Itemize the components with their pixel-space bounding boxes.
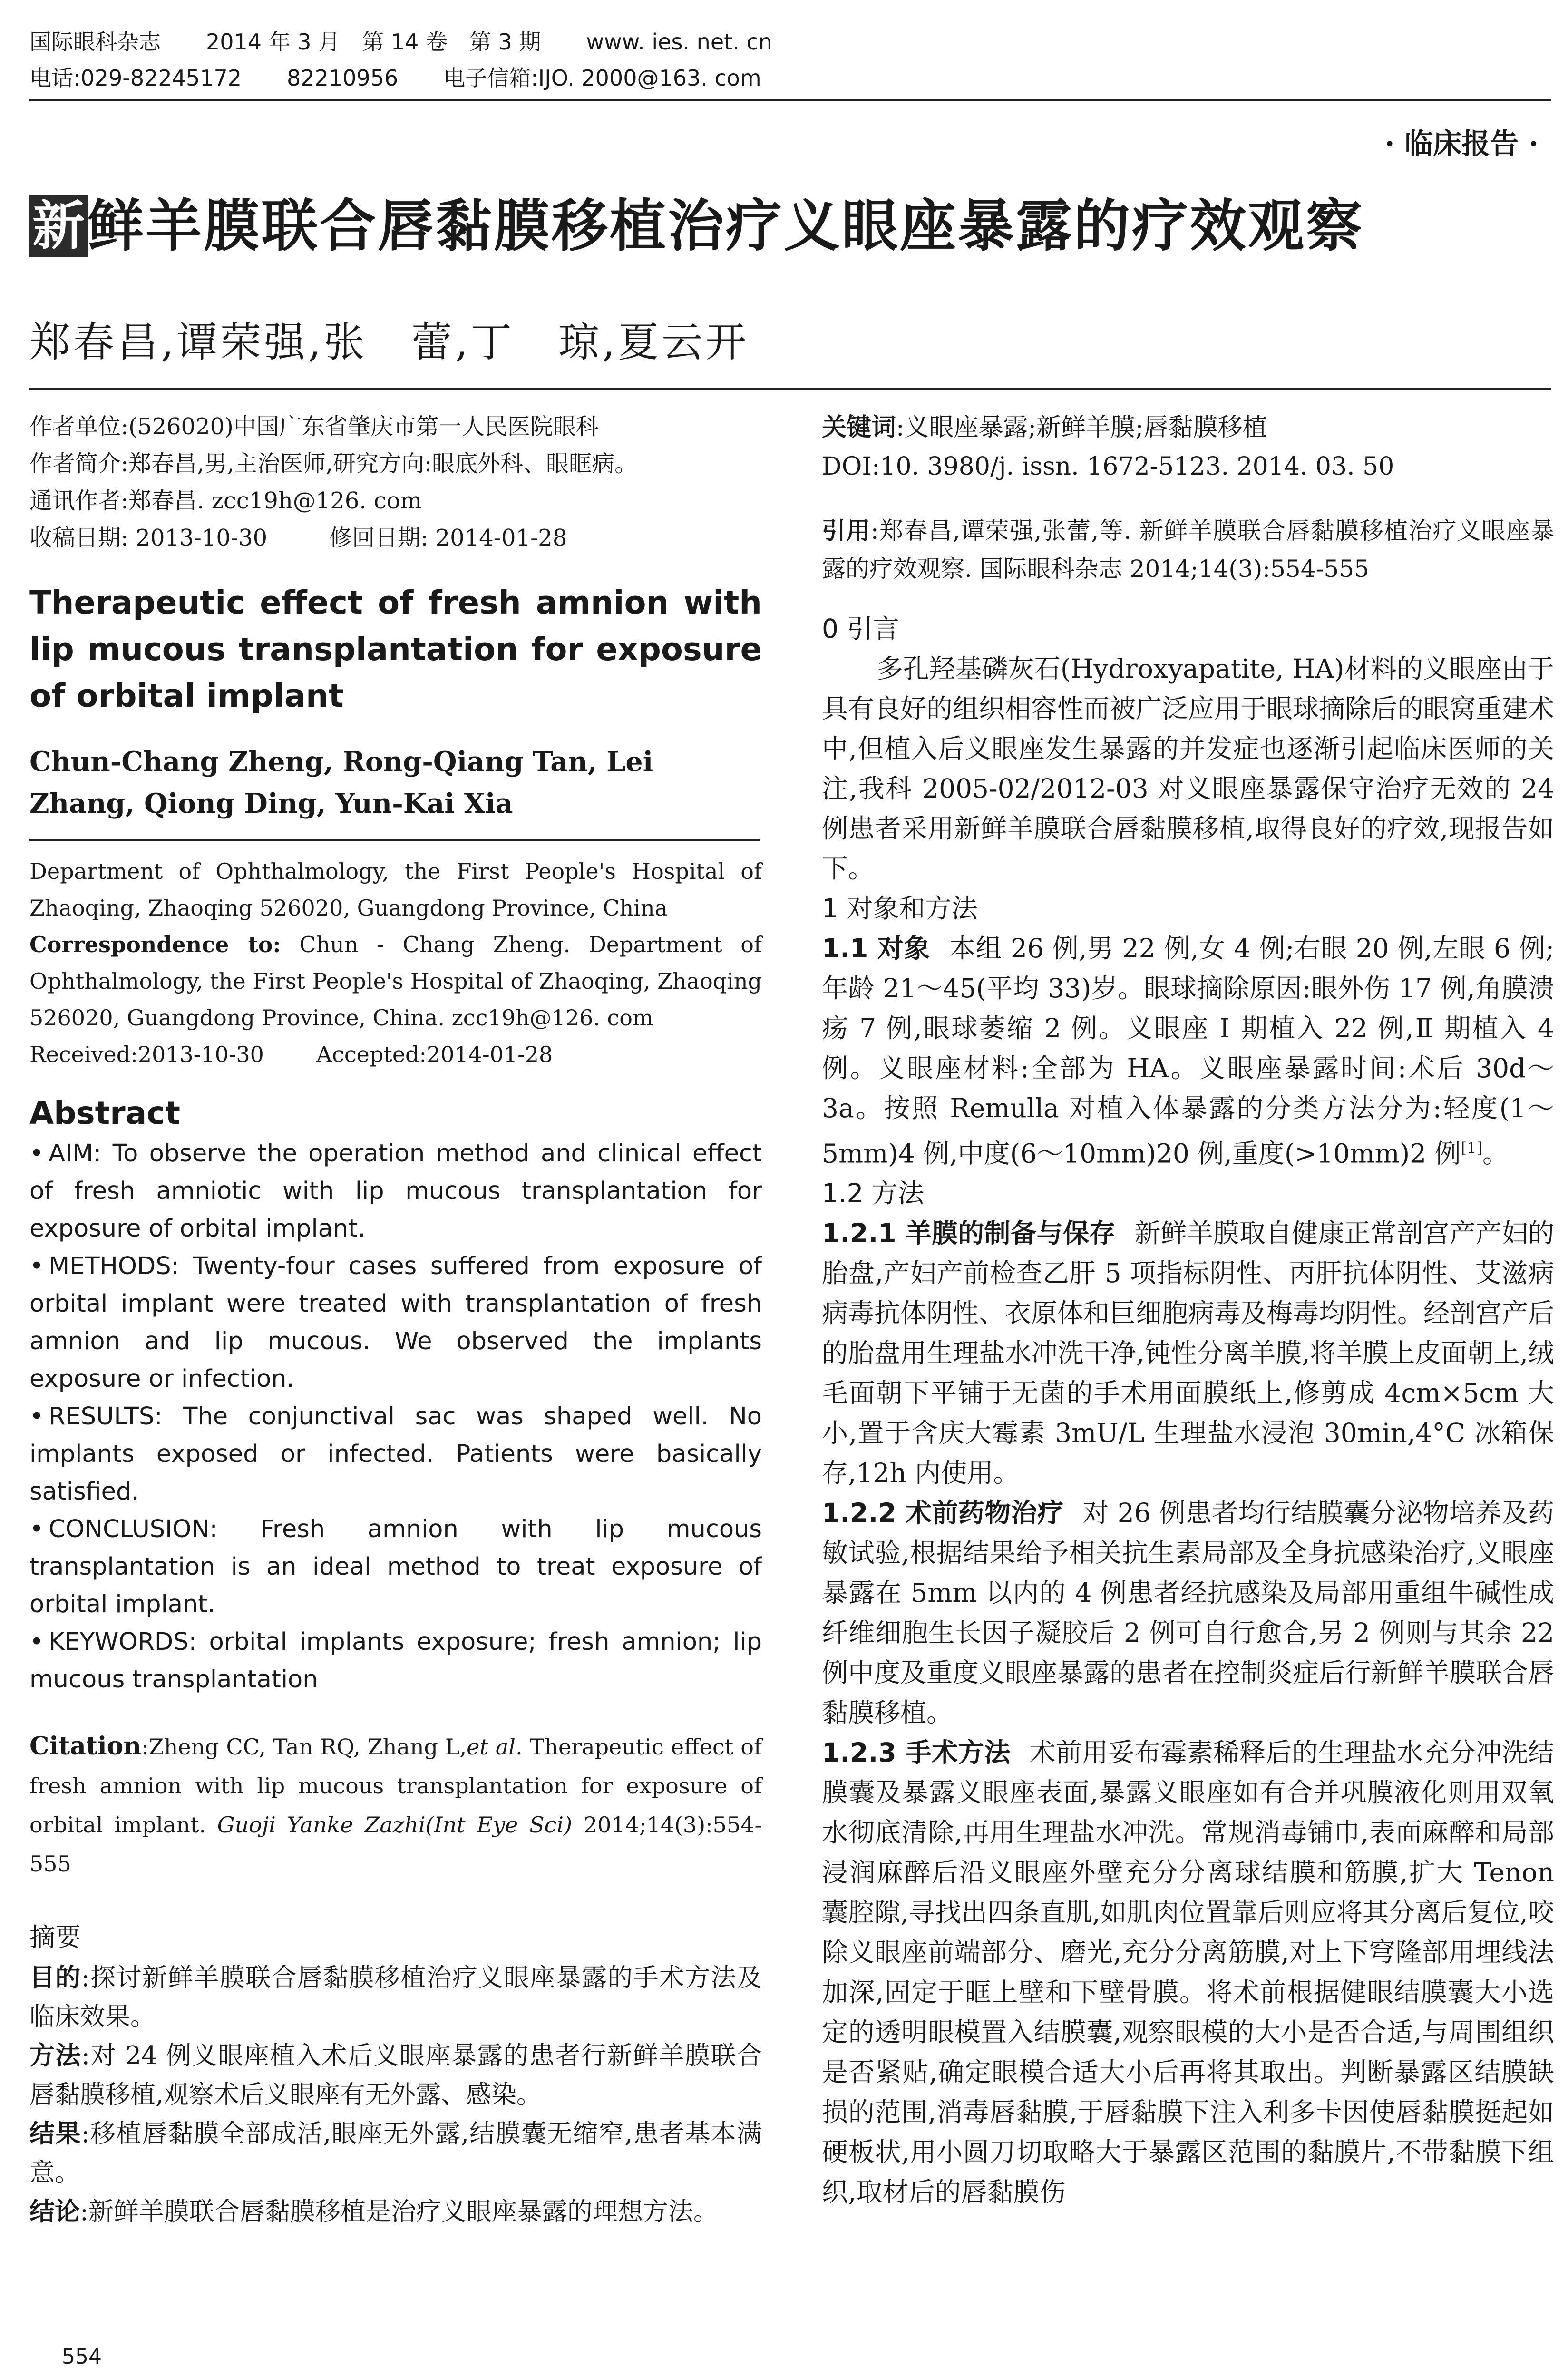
phone-2: 82210956 xyxy=(287,65,399,91)
abstract-keywords: • KEYWORDS: orbital implants exposure; fresh amnion; lip mucous transplantation xyxy=(29,1628,762,1694)
citation-journal: Guoji Yanke Zazhi(Int Eye Sci) xyxy=(217,1812,573,1838)
zh-methods: 方法:对 24 例义眼座植入术后义眼座暴露的患者行新鲜羊膜联合唇黏膜移植,观察术后义眼座有无外露、感染。 xyxy=(29,2041,762,2109)
page-number: 554 xyxy=(62,2345,102,2369)
keywords-zh: 关键词:义眼座暴露;新鲜羊膜;唇黏膜移植 xyxy=(822,413,1267,442)
zh-results: 结果:移植唇黏膜全部成活,眼座无外露,结膜囊无缩窄,患者基本满意。 xyxy=(29,2119,762,2187)
author-bio: 作者简介:郑春昌,男,主治医师,研究方向:眼底外科、眼眶病。 xyxy=(29,450,638,477)
preop-drug-paragraph: 1.2.2 术前药物治疗 对 26 例患者均行结膜囊分泌物培养及药敏试验,根据结果给予相关抗生素局部及全身抗感染治疗,义眼座暴露在 5mm 以内的 4 例患者经抗感染及局部用重组牛碱性成纤维细胞生长因子凝胶后 2 例可自行愈合,另 2 例则与其余 22 例中度及重度义眼座暴露的患者在控制炎症后行新鲜羊膜联合唇黏膜移植。 xyxy=(822,1498,1555,1728)
en-rule xyxy=(29,839,760,841)
author-unit: 作者单位:(526020)中国广东省肇庆市第一人民医院眼科 xyxy=(29,413,599,440)
right-column xyxy=(822,408,1554,2212)
revised-date: 修回日期: 2014-01-28 xyxy=(329,525,567,551)
citation-zh: 引用:郑春昌,谭荣强,张蕾,等. 新鲜羊膜联合唇黏膜移植治疗义眼座暴露的疗效观察. 国际眼科杂志 2014;14(3):554-555 xyxy=(822,517,1555,583)
received-date: 收稿日期: 2013-10-30 xyxy=(29,525,268,551)
methods-heading: 1 对象和方法 xyxy=(822,893,978,924)
intro-paragraph: 多孔羟基磷灰石(Hydroxyapatite, HA)材料的义眼座由于具有良好的组织相容性而被广泛应用于眼球摘除后的眼窝重建术中,但植入后义眼座发生暴露的并发症也逐渐引起临床医师的关注,我科 2005-02/2012-03 对义眼座暴露保守治疗无效的 24 例患者采用新鲜羊膜联合唇黏膜移植,取得良好的疗效,现报告如下。 xyxy=(822,653,1555,884)
author-rule xyxy=(29,388,1551,390)
subjects-paragraph: 1.1 对象 本组 26 例,男 22 例,女 4 例;右眼 20 例,左眼 6 例;年龄 21～45(平均 33)岁。眼球摘除原因:眼外伤 17 例,角膜溃疡 7 例,眼球萎缩 2 例。义眼座 Ⅰ 期植入 22 例,Ⅱ 期植入 4 例。义眼座材料:全部为 HA。义眼座暴露时间:术后 30d～3a。按照 Remulla 对植入体暴露的分类方法分为:轻度(1～5mm)4 例,中度(6～10mm)20 例,重度(>10mm)2 例[1]。 xyxy=(822,933,1554,1169)
issue-info: 2014 年 3 月 第 14 卷 第 3 期 xyxy=(206,29,541,55)
citation-label: Citation xyxy=(29,1732,142,1761)
abstract-conclusion: • CONCLUSION: Fresh amnion with lip mucous transplantation is an ideal method to treat exposure of orbital implant. xyxy=(29,1515,762,1618)
zh-aim: 目的:探讨新鲜羊膜联合唇黏膜移植治疗义眼座暴露的手术方法及临床效果。 xyxy=(29,1963,762,2031)
affiliation: Department of Ophthalmology, the First People's Hospital of Zhaoqing, Zhaoqing 526020, Guangdong Province, China xyxy=(29,858,762,921)
correspondence xyxy=(29,926,762,1036)
title-text: 鲜羊膜联合唇黏膜移植治疗义眼座暴露的疗效观察 xyxy=(88,193,1364,259)
en-accepted: Accepted:2014-01-28 xyxy=(316,1042,553,1067)
amnion-prep-paragraph: 1.2.1 羊膜的制备与保存 新鲜羊膜取自健康正常剖宫产产妇的胎盘,产妇产前检查乙肝 5 项指标阴性、丙肝抗体阴性、艾滋病病毒抗体阴性、衣原体和巨细胞病毒及梅毒均阴性。经剖宫产后的胎盘用生理盐水冲洗干净,钝性分离羊膜,将羊膜上皮面朝上,绒毛面朝下平铺于无菌的手术用面膜纸上,修剪成 4cm×5cm 大小,置于含庆大霉素 3mU/L 生理盐水浸泡 30min,4°C 冰箱保存,12h 内使用。 xyxy=(822,1218,1555,1489)
header-line-2 xyxy=(29,60,1537,96)
dates-line xyxy=(29,519,762,556)
abstract-results: • RESULTS: The conjunctival sac was shaped well. No implants exposed or infected. Patients were basically satisfied. xyxy=(29,1403,762,1506)
correspondence-text: Chun - Chang Zheng. Department of Ophthalmology, the First People's Hospital of Zhaoqing, Zhaoqing 526020, Guangdong Province, China. zcc19h@126. com xyxy=(29,932,762,1031)
header-rule xyxy=(29,99,1551,101)
abstract-methods: • METHODS: Twenty-four cases suffered from exposure of orbital implant were treated with transplantation of fresh amnion and lip mucous. We observed the implants exposure or infection. xyxy=(29,1252,762,1393)
en-received: Received:2013-10-30 xyxy=(29,1042,264,1067)
zh-conclusion: 结论:新鲜羊膜联合唇黏膜移植是治疗义眼座暴露的理想方法。 xyxy=(29,2197,719,2226)
en-dates xyxy=(29,1036,762,1073)
correspondence-label: Correspondence to: xyxy=(29,932,281,957)
surgery-paragraph: 1.2.3 手术方法 术前用妥布霉素稀释后的生理盐水充分冲洗结膜囊及暴露义眼座表面,暴露义眼座如有合并巩膜液化则用双氧水彻底清除,再用生理盐水冲洗。常规消毒铺巾,表面麻醉和局部浸润麻醉后沿义眼座外壁充分分离球结膜和筋膜,扩大 Tenon 囊腔隙,寻找出四条直肌,如肌肉位置靠后则应将其分离后复位,咬除义眼座前端部分、磨光,充分分离筋膜,对上下穹隆部用埋线法加深,固定于眶上壁和下壁骨膜。将术前根据健眼结膜囊大小选定的透明眼模置入结膜囊,观察眼模的大小是否合适,与周围组织是否紧贴,确定眼模合适大小后再将其取出。判断暴露区结膜缺损的范围,消毒唇黏膜,于唇黏膜下注入利多卡因使唇黏膜挺起如硬板状,用小圆刀切取略大于暴露区范围的黏膜片,不带黏膜下组织,取材后的唇黏膜伤 xyxy=(822,1737,1554,2208)
header-line-1 xyxy=(29,24,1537,60)
journal-url: www. ies. net. cn xyxy=(586,29,772,55)
citation-en: Citation:Zheng CC, Tan RQ, Zhang L,et al. Therapeutic effect of fresh amnion with lip mucous transplantation for exposure of orbital implant. Guoji Yanke Zazhi(Int Eye Sci) 2014;14(3):554-555 xyxy=(29,1732,762,1877)
abstract-heading: Abstract xyxy=(29,1095,180,1131)
email: 电子信箱:IJO. 2000@163. com xyxy=(443,65,761,91)
abstract-aim: • AIM: To observe the operation method and clinical effect of fresh amniotic with lip mucous transplantation for exposure of orbital implant. xyxy=(29,1140,762,1243)
english-authors: Chun-Chang Zheng, Rong-Qiang Tan, Lei Zhang, Qiong Ding, Yun-Kai Xia xyxy=(29,746,653,819)
phone: 电话:029-82245172 xyxy=(29,65,242,91)
doi: DOI:10. 3980/j. issn. 1672-5123. 2014. 03. 50 xyxy=(822,452,1394,481)
article-title xyxy=(29,195,1551,257)
title-badge: 新 xyxy=(29,195,88,257)
corresponding-author: 通讯作者:郑春昌. zcc19h@126. com xyxy=(29,487,422,514)
left-column xyxy=(29,408,762,2231)
english-title: Therapeutic effect of fresh amnion with lip mucous transplantation for exposure of orbital implant xyxy=(29,584,762,714)
authors-zh: 郑春昌,谭荣强,张 蕾,丁 琼,夏云开 xyxy=(29,319,750,366)
method-subheading: 1.2 方法 xyxy=(822,1178,924,1209)
journal-header xyxy=(29,24,1537,96)
intro-heading: 0 引言 xyxy=(822,614,899,644)
section-tag: · 临床报告 · xyxy=(1384,127,1539,161)
zh-abstract-heading: 摘要 xyxy=(29,1922,81,1952)
journal-name: 国际眼科杂志 xyxy=(29,29,161,55)
